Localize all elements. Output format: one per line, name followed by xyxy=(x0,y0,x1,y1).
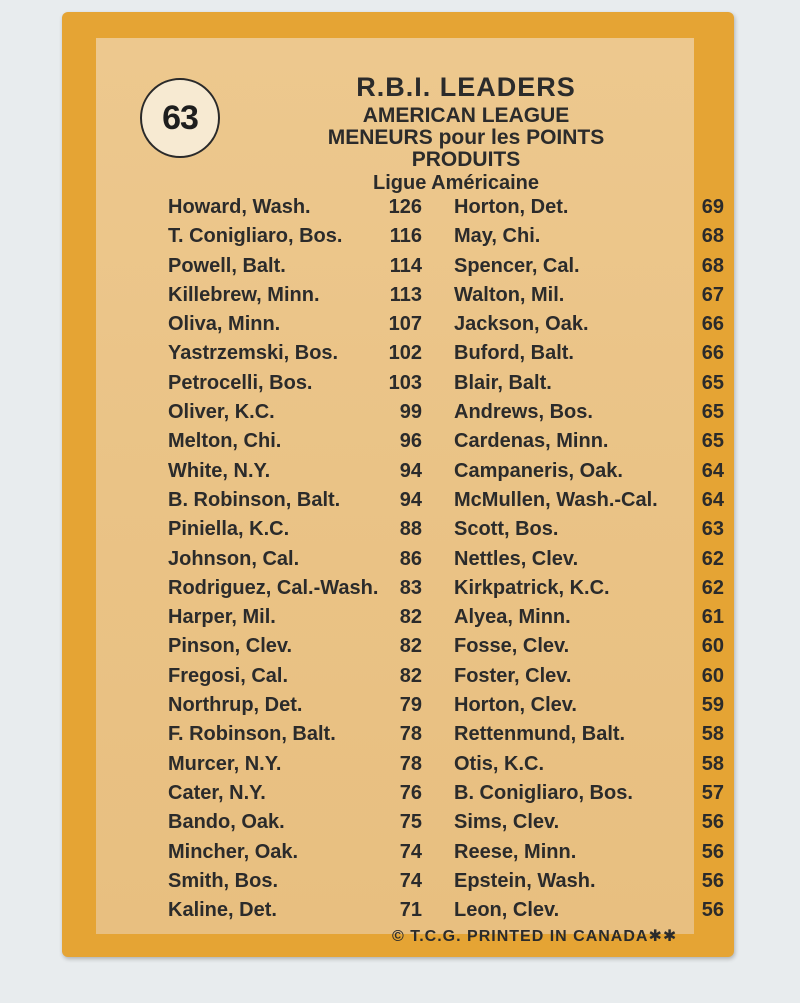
card-title: R.B.I. LEADERS xyxy=(356,72,576,102)
table-row xyxy=(166,460,726,489)
right-player-name: Campaneris, Oak. xyxy=(454,459,623,482)
right-player-name: Jackson, Oak. xyxy=(454,313,589,336)
right-player-name: Kirkpatrick, K.C. xyxy=(454,576,610,599)
table-row xyxy=(166,635,726,664)
right-player-name: Sims, Clev. xyxy=(454,811,560,834)
left-player-name: Bando, Oak. xyxy=(168,811,285,834)
right-player-rbi: 67 xyxy=(701,283,724,306)
left-player-rbi: 94 xyxy=(399,488,422,511)
table-row xyxy=(166,518,726,547)
table-row xyxy=(166,723,726,752)
table-row xyxy=(166,430,726,459)
left-player-name: Powell, Balt. xyxy=(168,254,286,277)
left-player-name: Pinson, Clev. xyxy=(168,635,293,658)
left-player-name: Harper, Mil. xyxy=(168,606,276,629)
right-player-rbi: 56 xyxy=(701,869,724,892)
table-row xyxy=(166,694,726,723)
table-row xyxy=(166,899,726,928)
table-row xyxy=(166,753,726,782)
left-player-rbi: 96 xyxy=(399,430,422,453)
right-player-rbi: 62 xyxy=(701,576,724,599)
right-player-rbi: 61 xyxy=(701,606,724,629)
left-player-rbi: 82 xyxy=(399,664,422,687)
left-player-name: Howard, Wash. xyxy=(168,196,311,218)
left-player-name: F. Robinson, Balt. xyxy=(168,723,336,746)
table-row xyxy=(166,782,726,811)
left-player-name: Killebrew, Minn. xyxy=(168,283,320,306)
right-player-name: Otis, K.C. xyxy=(454,752,545,775)
table-row xyxy=(166,811,726,840)
left-player-name: Fregosi, Cal. xyxy=(168,664,289,687)
left-player-rbi: 83 xyxy=(399,576,422,599)
right-player-rbi: 65 xyxy=(701,430,724,453)
right-player-rbi: 69 xyxy=(701,196,724,218)
right-player-name: Walton, Mil. xyxy=(454,283,565,306)
left-player-rbi: 114 xyxy=(389,254,422,277)
right-player-rbi: 65 xyxy=(701,401,724,424)
table-row xyxy=(166,196,726,225)
right-player-name: Cardenas, Minn. xyxy=(454,430,609,453)
right-player-rbi: 68 xyxy=(701,254,724,277)
right-player-name: Foster, Clev. xyxy=(454,664,572,687)
table-row xyxy=(166,401,726,430)
right-player-name: Andrews, Bos. xyxy=(454,401,593,424)
right-player-rbi: 56 xyxy=(701,840,724,863)
left-player-rbi: 107 xyxy=(388,313,422,336)
rbi-leaders-table xyxy=(166,196,726,928)
right-player-rbi: 66 xyxy=(701,342,724,365)
right-player-name: Rettenmund, Balt. xyxy=(454,723,626,746)
right-player-name: Reese, Minn. xyxy=(454,840,577,863)
left-player-rbi: 86 xyxy=(399,547,422,570)
left-player-name: Smith, Bos. xyxy=(168,869,279,892)
subtitle-french-line1: MENEURS pour les POINTS xyxy=(327,126,605,149)
right-player-rbi: 60 xyxy=(701,664,724,687)
left-player-name: White, N.Y. xyxy=(168,459,271,482)
left-player-rbi: 74 xyxy=(399,840,422,863)
table-row xyxy=(166,225,726,254)
left-player-rbi: 79 xyxy=(399,694,422,717)
left-player-rbi: 74 xyxy=(399,869,422,892)
table-row xyxy=(166,313,726,342)
right-player-name: Spencer, Cal. xyxy=(454,254,580,277)
left-player-name: Northrup, Det. xyxy=(168,694,303,717)
right-player-name: Leon, Clev. xyxy=(454,899,560,922)
right-player-rbi: 56 xyxy=(701,899,724,922)
left-player-name: Cater, N.Y. xyxy=(168,781,266,804)
right-player-rbi: 66 xyxy=(701,313,724,336)
left-player-rbi: 103 xyxy=(388,371,422,394)
left-player-rbi: 99 xyxy=(399,401,422,424)
right-player-rbi: 64 xyxy=(701,488,724,511)
table-row xyxy=(166,606,726,635)
right-player-name: Blair, Balt. xyxy=(454,371,552,394)
right-player-name: Fosse, Clev. xyxy=(454,635,570,658)
left-player-name: Yastrzemski, Bos. xyxy=(168,342,339,365)
left-player-rbi: 116 xyxy=(389,225,422,248)
right-player-name: Horton, Clev. xyxy=(454,694,577,717)
right-player-name: Horton, Det. xyxy=(454,196,569,218)
left-player-name: Oliva, Minn. xyxy=(168,313,281,336)
left-player-rbi: 71 xyxy=(399,899,422,922)
right-player-rbi: 57 xyxy=(701,781,724,804)
right-player-rbi: 60 xyxy=(701,635,724,658)
table-row xyxy=(166,841,726,870)
subtitle-french-line2: PRODUITS xyxy=(411,148,521,171)
left-player-name: Melton, Chi. xyxy=(168,430,282,453)
card-number-badge xyxy=(140,78,220,158)
card-text-panel xyxy=(96,38,724,945)
right-player-rbi: 56 xyxy=(701,811,724,834)
right-player-rbi: 63 xyxy=(701,518,724,541)
right-player-name: B. Conigliaro, Bos. xyxy=(454,781,633,804)
table-row xyxy=(166,870,726,899)
table-row xyxy=(166,284,726,313)
left-player-name: Murcer, N.Y. xyxy=(168,752,282,775)
subtitle-french-line3: Ligue Américaine xyxy=(373,172,539,194)
card-number: 63 xyxy=(162,98,198,137)
left-player-name: Kaline, Det. xyxy=(168,899,277,922)
right-player-name: Buford, Balt. xyxy=(454,342,574,365)
left-player-name: B. Robinson, Balt. xyxy=(168,488,341,511)
left-player-name: T. Conigliaro, Bos. xyxy=(168,225,343,248)
left-player-name: Mincher, Oak. xyxy=(168,840,299,863)
table-row xyxy=(166,489,726,518)
table-row xyxy=(166,577,726,606)
right-player-name: Alyea, Minn. xyxy=(454,606,571,629)
right-player-rbi: 59 xyxy=(701,694,724,717)
left-player-name: Johnson, Cal. xyxy=(168,547,300,570)
left-player-rbi: 102 xyxy=(388,342,422,365)
table-row xyxy=(166,665,726,694)
right-player-name: Scott, Bos. xyxy=(454,518,559,541)
subtitle-english: AMERICAN LEAGUE xyxy=(362,104,570,127)
table-row xyxy=(166,342,726,371)
right-player-rbi: 62 xyxy=(701,547,724,570)
left-player-rbi: 88 xyxy=(399,518,422,541)
left-player-rbi: 113 xyxy=(389,283,422,306)
left-player-rbi: 94 xyxy=(399,459,422,482)
left-player-name: Oliver, K.C. xyxy=(168,401,275,424)
left-player-name: Petrocelli, Bos. xyxy=(168,371,313,394)
table-row xyxy=(166,372,726,401)
left-player-rbi: 78 xyxy=(399,752,422,775)
right-player-rbi: 64 xyxy=(701,459,724,482)
right-player-name: Nettles, Clev. xyxy=(454,547,579,570)
right-player-rbi: 58 xyxy=(701,752,724,775)
left-player-name: Rodriguez, Cal.-Wash. xyxy=(168,576,379,599)
copyright-footer: © T.C.G. PRINTED IN CANADA✱✱ xyxy=(392,928,678,945)
right-player-rbi: 68 xyxy=(701,225,724,248)
table-row xyxy=(166,255,726,284)
right-player-name: Epstein, Wash. xyxy=(454,869,596,892)
trading-card-back xyxy=(62,12,734,957)
right-player-name: McMullen, Wash.-Cal. xyxy=(454,488,658,511)
left-player-name: Piniella, K.C. xyxy=(168,518,290,541)
right-player-rbi: 65 xyxy=(701,371,724,394)
left-player-rbi: 75 xyxy=(399,811,422,834)
left-player-rbi: 82 xyxy=(399,635,422,658)
left-player-rbi: 126 xyxy=(388,196,422,218)
right-player-name: May, Chi. xyxy=(454,225,541,248)
left-player-rbi: 76 xyxy=(399,781,422,804)
table-row xyxy=(166,548,726,577)
left-player-rbi: 82 xyxy=(399,606,422,629)
right-player-rbi: 58 xyxy=(701,723,724,746)
left-player-rbi: 78 xyxy=(399,723,422,746)
